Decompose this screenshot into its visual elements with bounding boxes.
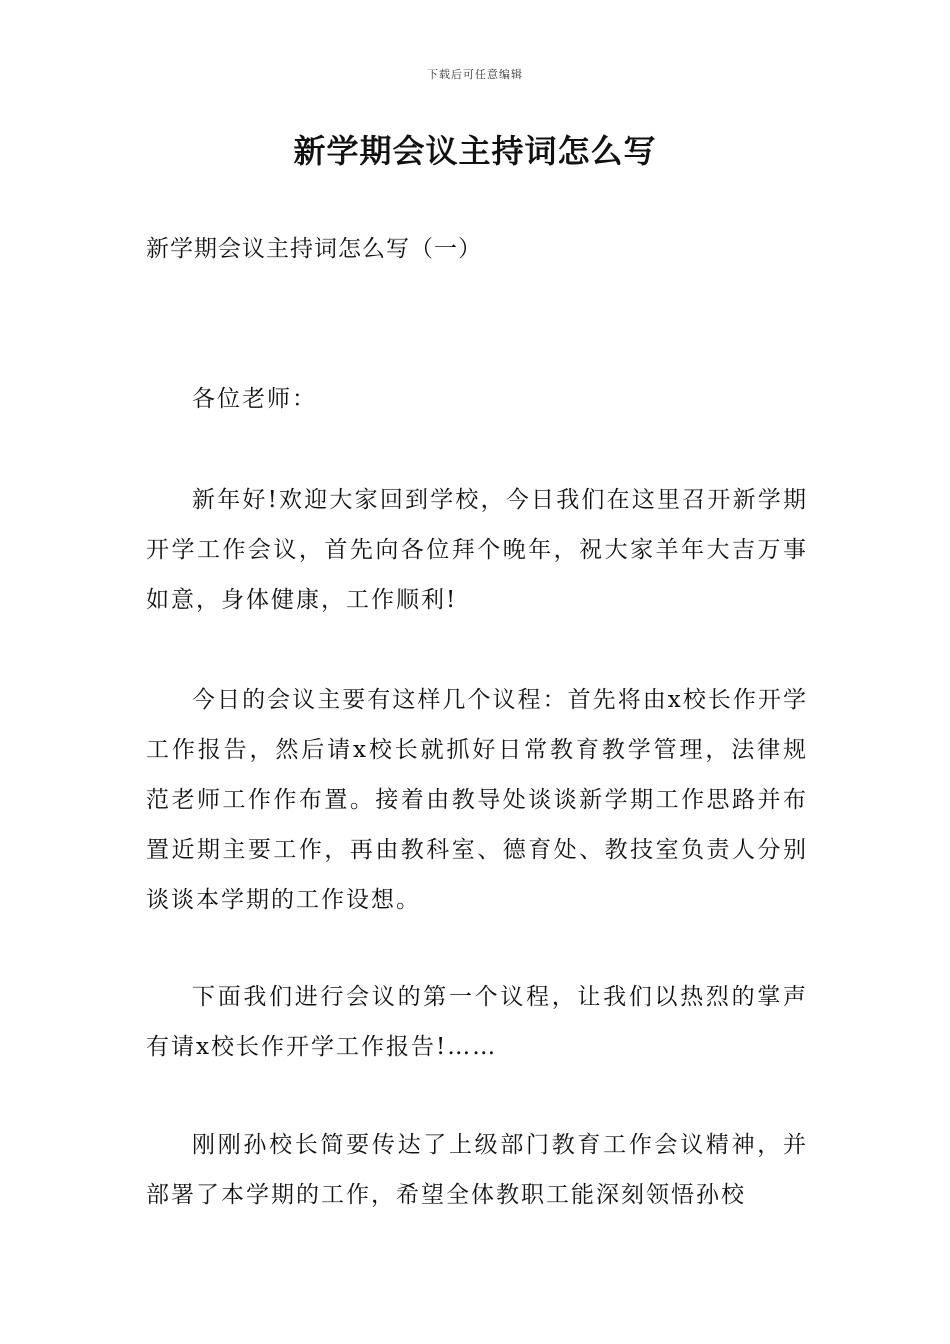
body-paragraph-4: 刚刚孙校长简要传达了上级部门教育工作会议精神，并部署了本学期的工作，希望全体教职工能深刻领悟孙校 <box>146 1132 808 1208</box>
header-note: 下载后可任意编辑 <box>427 68 523 81</box>
body-paragraph-3: 下面我们进行会议的第一个议程，让我们以热烈的掌声有请x校长作开学工作报告!…… <box>146 984 808 1060</box>
document-subtitle: 新学期会议主持词怎么写（一） <box>146 236 482 262</box>
greeting-paragraph: 各位老师： <box>192 386 317 412</box>
document-title: 新学期会议主持词怎么写 <box>293 132 657 170</box>
body-paragraph-1: 新年好!欢迎大家回到学校，今日我们在这里召开新学期开学工作会议，首先向各位拜个晚年，祝大家羊年大吉万事如意，身体健康，工作顺利! <box>146 487 808 613</box>
body-paragraph-2: 今日的会议主要有这样几个议程：首先将由x校长作开学工作报告，然后请x校长就抓好日常教育教学管理，法律规范老师工作作布置。接着由教导处谈谈新学期工作思路并布置近期主要工作，再由教科室、德育处、教技室负责人分别谈谈本学期的工作设想。 <box>146 687 808 913</box>
